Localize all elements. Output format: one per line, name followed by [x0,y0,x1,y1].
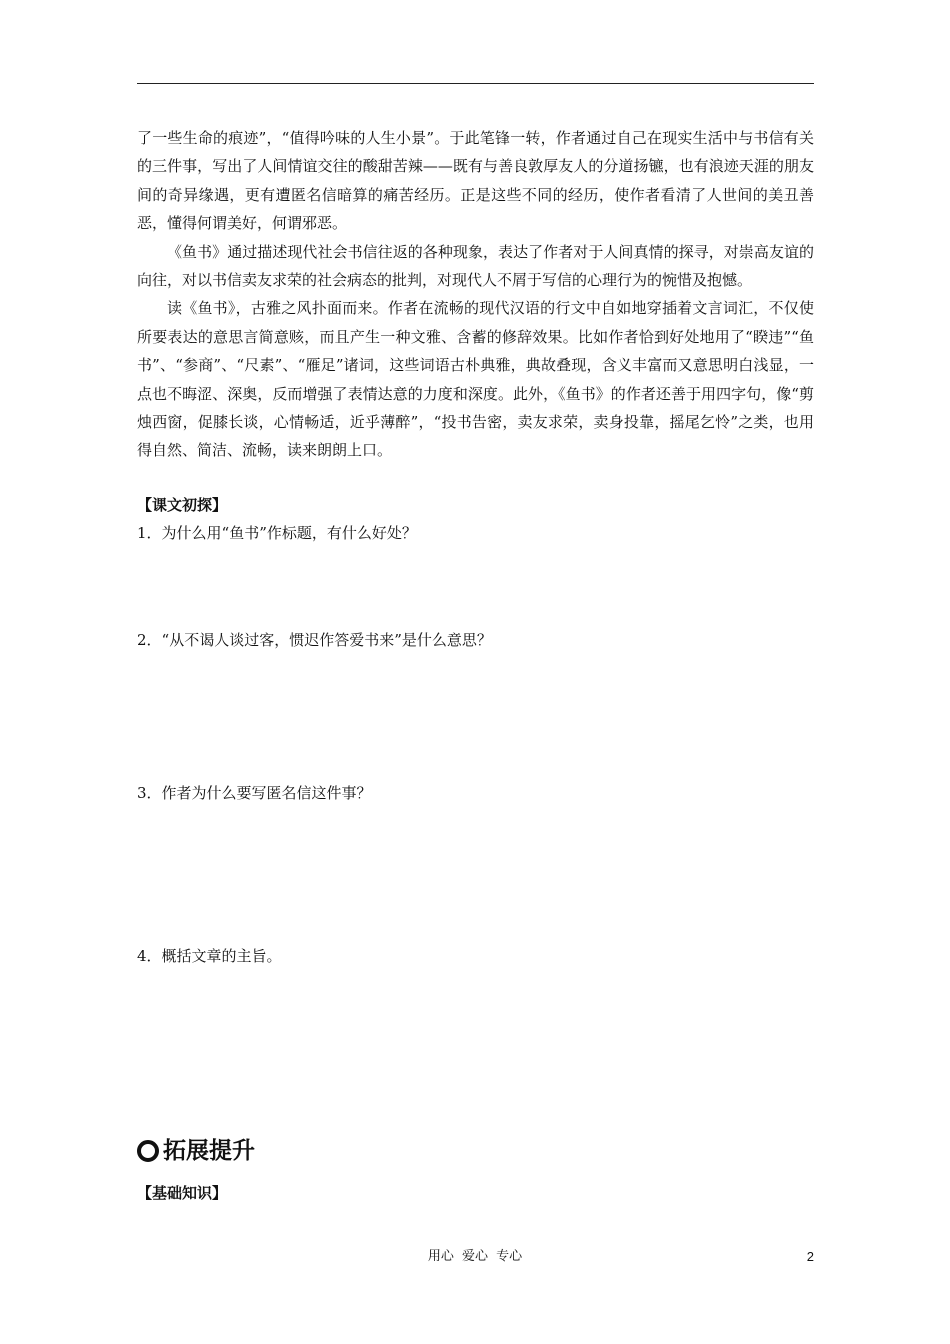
question-4: 4．概括文章的主旨。 [137,946,282,965]
subheading-basic-knowledge: 【基础知识】 [137,1184,228,1202]
header-rule [137,83,814,84]
section-heading-preview: 【课文初探】 [137,495,228,514]
paragraph-2: 《鱼书》通过描述现代社会书信往返的各种现象，表达了作者对于人间真情的探寻，对崇高友谊的向往，对以书信卖友求荣的社会病态的批判，对现代人不屑于写信的心理行为的惋惜及抱憾。 [137,242,814,290]
paragraph-3: 读《鱼书》，古雅之风扑面而来。作者在流畅的现代汉语的行文中自如地穿插着文言词汇，不仅使所要表达的意思言简意赅，而且产生一种文雅、含蓄的修辞效果。比如作者恰到好处地用了“睽违”“鱼书”、“参商”、“尺素”、“雁足”诸词，这些词语古朴典雅，典故叠现，含义丰富而又意思明白浅显，一点也不晦涩、深奥，反而增强了表情达意的力度和深度。此外，《鱼书》的作者还善于用四字句，像“剪烛西窗，促膝长谈，心情畅适，近乎薄醉”，“投书告密，卖友求荣，卖身投靠，摇尾乞怜”之类，也用得自然、简洁、流畅，读来朗朗上口。 [137,299,814,460]
page-number: 2 [806,1249,814,1264]
question-1: 1．为什么用“鱼书”作标题，有什么好处？ [137,523,417,542]
footer-motto: 用心 爱心 专心 [427,1249,523,1264]
paragraph-1: 了一些生命的痕迹”，“值得吟味的人生小景”。于此笔锋一转，作者通过自己在现实生活中与书信有关的三件事，写出了人间情谊交往的酸甜苦辣——既有与善良敦厚友人的分道扬镳，也有浪迹天涯的朋友间的奇异缘遇，更有遭匿名信暗算的痛苦经历。正是这些不同的经历，使作者看清了人世间的美丑善恶，懂得何谓美好，何谓邪恶。 [137,129,814,233]
section-heading-extend-text: 拓展提升 [163,1138,255,1164]
ring-icon [137,1140,159,1162]
question-2: 2．“从不谒人谈过客，惯迟作答爱书来”是什么意思？ [137,630,492,649]
main-content [137,124,814,968]
question-3: 3．作者为什么要写匿名信这件事？ [137,783,372,802]
section-heading-extend [137,1134,255,1168]
